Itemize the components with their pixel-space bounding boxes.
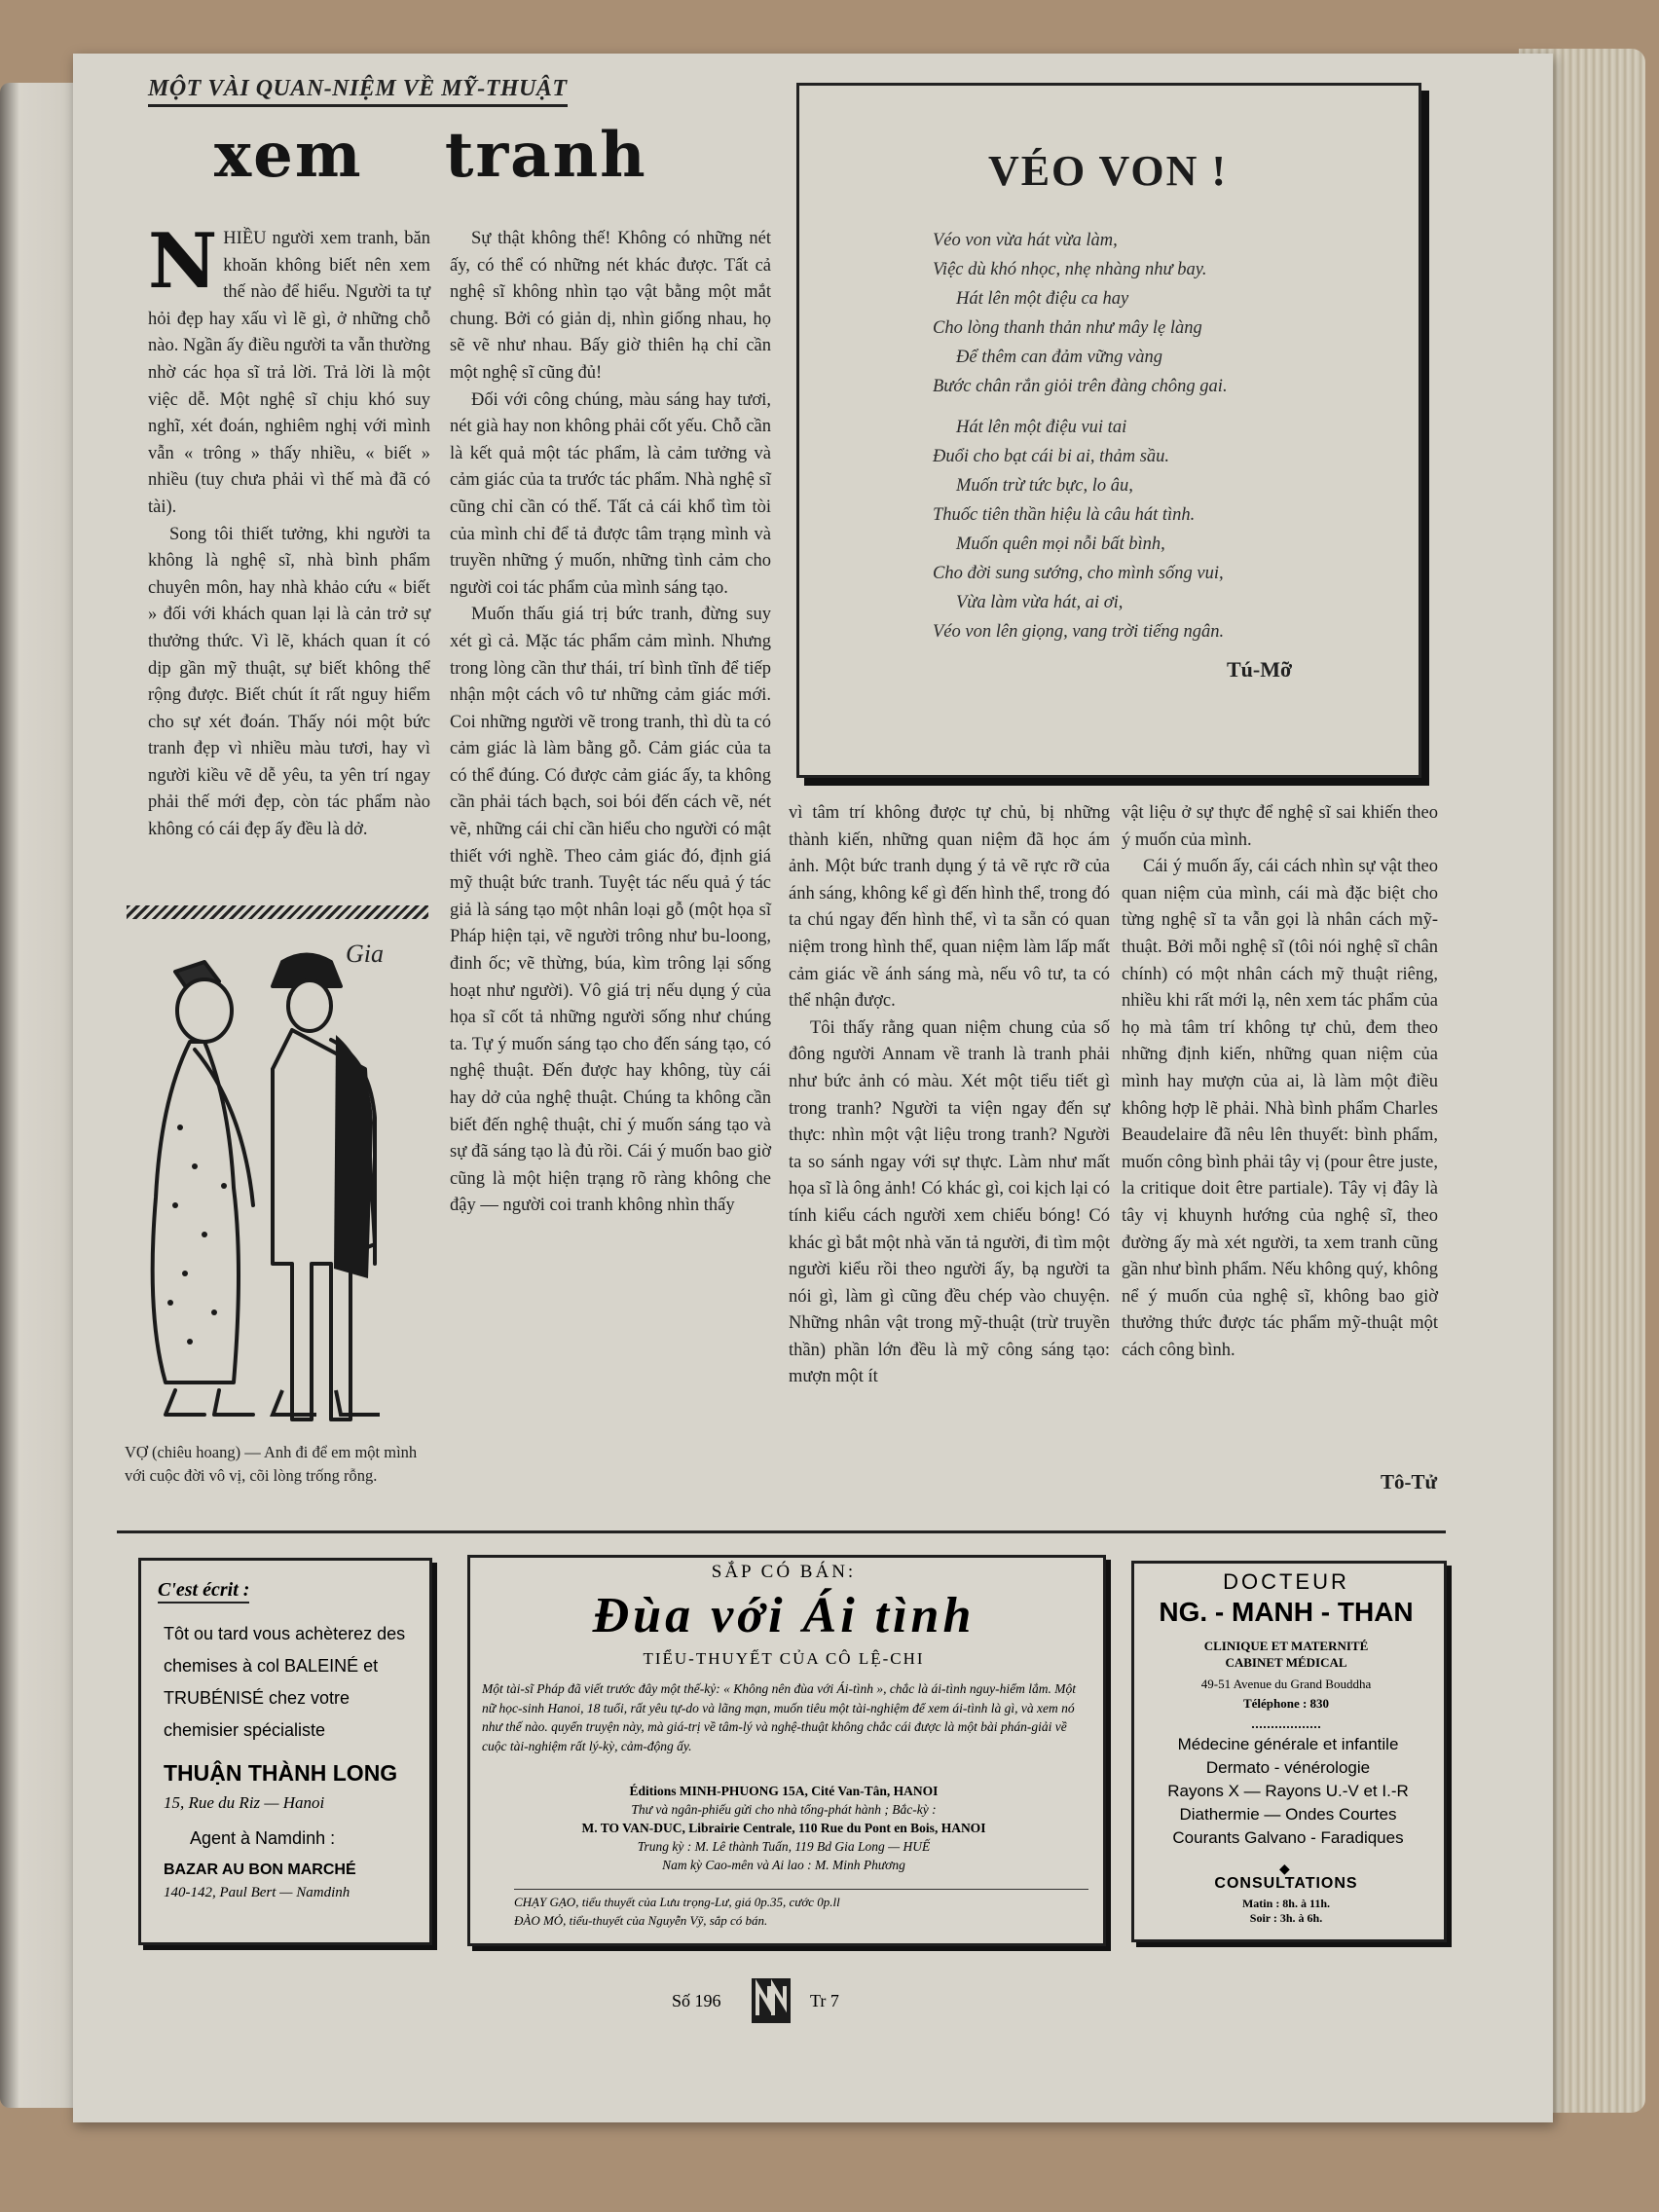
poem-line: Cho lòng thanh thản như mây lẹ làng	[933, 318, 1202, 338]
poem-line: Cho đời sung sướng, cho mình sống vui,	[933, 564, 1224, 583]
ad-doctor-service: Rayons X — Rayons U.-V et I.-R	[1167, 1782, 1409, 1800]
section-rule	[117, 1530, 1446, 1533]
article-signature: Tô-Tử	[1381, 1470, 1438, 1493]
poem-line: Đuổi cho bạt cái bi ai, thảm sầu.	[933, 447, 1170, 466]
ad-doctor-services	[1141, 1733, 1435, 1850]
ad-book-dist-central: Trung kỳ : M. Lê thành Tuấn, 119 Bd Gia Long — HUẾ	[637, 1839, 931, 1854]
paragraph: Song tôi thiết tưởng, khi người ta không là nghệ sĩ, nhà bình phẩm chuyên môn, hay nhà khảo cứu « biết » đối với khách quan lại là cản trở sự thưởng thức. Vì lẽ, khách quan ít có dịp gần mỹ thuật, sự biết không thể rộng được. Biết chút ít rất nguy hiểm cho sự xét đoán. Thấy nói một bức tranh đẹp vì nhiều màu tươi, hay vì người kiều vẽ dễ yêu, ta yên trí ngay phải thế mới đẹp, còn tác phẩm nào không có cái đẹp ấy đều là dở.	[148, 524, 430, 840]
paragraph: Cái ý muốn ấy, cái cách nhìn sự vật theo quan niệm của mình, cái mà đặc biệt cho từng nghệ sĩ ta vẫn gọi là nhân cách mỹ-thuật. Bởi mỗi nghệ sĩ (tôi nói nghệ sĩ chân chính) có một nhân cách mỹ thuật riêng, nhiều khi rất mới lạ, nên xem tác phẩm của họ mà tâm trí không tự chủ, đem theo những định kiến, những quan niệm của mình hay mượn của ai, là làm một điều không hợp lẽ phải. Nhà bình phẩm Charles Beaudelaire đã nêu lên thuyết: bình phẩm, muốn công bình phải tây vị (pour être juste, la critique doit être partiale). Tây vị đây là tây vị khuynh hướng của nghệ sĩ, theo đường ấy mà xét người, ta xem tranh cũng gần như bình phẩm. Nếu không quý, không nể ý muốn của nghệ sĩ, không bao giờ thưởng thức được tác phẩm mỹ-thuật một cách công bình.	[1122, 857, 1438, 1360]
ad-book-subtitle: TIỂU-THUYẾT CỦA CÔ LỆ-CHI	[643, 1649, 925, 1668]
paragraph: HIỀU người xem tranh, băn khoăn không biết nên xem thế nào để hiểu. Người ta tự hỏi đẹp hay xấu vì lẽ gì, ở những chỗ nào. Ngần ấy điều người ta vẫn thường nhờ các họa sĩ trả lời. Trả lời là một việc dễ. Một nghệ sĩ chịu khó suy nghĩ, xét đoán, nghiêm nghị với mình vẫn « trông » thấy nhiều, « biết » nhiều (tuy chưa phải vì thế mà đã có tài).	[148, 229, 430, 517]
ad-doctor-name: NG. - MANH - THAN	[1159, 1597, 1414, 1627]
paragraph: Muốn thấu giá trị bức tranh, đừng suy xét gì cả. Mặc tác phẩm cảm mình. Nhưng trong lòng cần thư thái, trí bình tĩnh để tiếp nhận một cách vô tư những cảm giác mới. Coi những người vẽ trong tranh, thì dù ta có cảm giác là làm bằng gỗ. Cảm giác của ta có thể đúng. Có được cảm giác ấy, ta không cần phải tách bạch, soi bói đến cách vẽ, nét vẽ, những cái chỉ cần hiểu cho người có mật thiết với nghề. Theo cảm giác đó, định giá mỹ thuật bức tranh. Tuyệt tác nếu quả ý tác giả là sáng tạo một nhân loại gỗ (một họa sĩ Pháp hiện tại, vẽ người trông như bu-loong, đinh ốc; vẽ thừng, búa, kìm trông lại sống hoạt như người). Vô giá trị nếu dụng ý của họa sĩ cốt tả những người sống như chúng ta. Tự ý muốn sáng tạo cho đến sáng tạo, có nghệ thuật. Đến được hay không, tùy cái hay dở của nghệ thuật. Chúng ta không cần biết đến nghệ thuật, chỉ ý muốn sáng tạo và sự đã sáng tạo là đủ rồi. Cái ý muốn bao giờ cũng là một hiện trạng rõ ràng không che đậy — người coi tranh không nhìn thấy	[450, 605, 771, 1216]
article-column-4	[1122, 800, 1438, 1364]
ad-doctor-address: 49-51 Avenue du Grand Bouddha	[1200, 1677, 1372, 1691]
ad-doctor-service: Courants Galvano - Faradiques	[1172, 1828, 1404, 1847]
ad-book-dist-south: Nam kỳ Cao-mên và Ai lao : M. Minh Phương	[662, 1858, 905, 1872]
ad-doctor-clinic-line: CLINIQUE ET MATERNITÉ	[1203, 1639, 1369, 1653]
diamond-icon: ◆	[1279, 1862, 1290, 1877]
drop-cap: N	[148, 217, 218, 306]
ad-doctor-service: Diathermie — Ondes Courtes	[1179, 1805, 1397, 1824]
ad-doctor-title: DOCTEUR	[1223, 1569, 1349, 1594]
ad-doctor-service: Médecine générale et infantile	[1177, 1735, 1399, 1753]
ad-shirts-heading: C'est écrit :	[158, 1579, 249, 1604]
zigzag-divider	[127, 905, 428, 919]
ad-shirts-agent: Agent à Namdinh :	[190, 1828, 336, 1848]
paragraph: vì tâm trí không được tự chủ, bị những thành kiến, những quan niệm đã học ám ảnh. Một bức tranh dụng ý tả vẽ rực rỡ của ánh sáng, không kể gì đến hình thể, trong đó ta chú ngay đến hình thể, vì ta sẵn có quan niệm trong hình thể, quan niệm làm lấp mất cảm giác về ánh sáng mà, nếu vô tư, ta có thể nhận được.	[789, 803, 1110, 1012]
ad-book-footer-line: CHẠY GẠO, tiểu thuyết của Lưu trọng-Lư, giá 0p.35, cước 0p.ll	[514, 1895, 840, 1909]
ad-doctor-service: Dermato - vénérologie	[1205, 1758, 1371, 1777]
poem-body	[933, 226, 1342, 646]
article-column-2	[450, 226, 771, 1220]
article-headline: xem tranh	[214, 119, 647, 192]
ad-book-orders: Thư và ngân-phiếu gửi cho nhà tổng-phát hành ; Bắc-kỳ :	[631, 1802, 937, 1817]
paragraph: Sự thật không thế! Không có những nét ấy, có thể có những nét khác được. Tất cả nghệ sĩ không nhìn tạo vật bằng một mắt chung. Bởi có giản dị, nhìn giống nhau, họ sẽ vẽ như nhau. Bấy giờ thiên hạ chỉ cần một nghệ sĩ cũng đủ!	[450, 229, 771, 383]
ad-shirts-bazar: BAZAR AU BON MARCHÉ	[164, 1862, 356, 1878]
poem-line: Hát lên một điệu vui tai	[956, 418, 1127, 437]
ad-shirts-address: 15, Rue du Riz — Hanoi	[164, 1793, 325, 1812]
ad-doctor-consultations: CONSULTATIONS	[1214, 1875, 1358, 1892]
paragraph: Tôi thấy rằng quan niệm chung của số đông người Annam về tranh là tranh phải như bức ảnh có màu. Xét một tiểu tiết gì trong tranh? Người ta viện ngay đến sự thực: nhìn một vật liệu trong tranh? Người ta so sánh ngay với sự thực. Làm như mất họa sĩ là ông ảnh! Có khác gì, coi kịch lại có tính kiểu cách người xem chiếu bóng! Có khác gì bắt một nhà văn tả người, đi tìm một người kiểu rồi theo người ấy, bạ người ta nói gì, làm gì cũng đều chép vào chuyện. Những nhân vật trong mỹ-thuật (trừ truyền thần) phần lớn đều là mỹ công sáng tạo: mượn một ít	[789, 1017, 1110, 1387]
footer-issue-number: Số 196	[672, 1991, 721, 2010]
article-column-3	[789, 800, 1110, 1391]
ad-book-coming: SẮP CÓ BÁN:	[711, 1562, 857, 1582]
paragraph: Đối với công chúng, màu sáng hay tươi, nét già hay non không phải cốt yếu. Chỗ cần là kết quả một tác phẩm, là cảm tưởng và cảm giác của ta trước tác phẩm. Nhà nghệ sĩ cũng chỉ cần có thế. Tất cả cái khổ tìm tòi của mình chỉ để tả được tâm trạng mình và truyền những ý muốn, những tình cảm cho người coi tác phẩm của mình sáng tạo.	[450, 389, 771, 598]
ad-doctor-ornament	[1252, 1718, 1320, 1728]
ad-doctor-hours	[1131, 1897, 1441, 1926]
ad-doctor-hours-evening: Soir : 3h. à 6h.	[1249, 1911, 1323, 1925]
poem-line: Muốn trừ tức bực, lo âu,	[956, 476, 1133, 496]
cartoon-illustration	[136, 933, 428, 1439]
ad-shirts-body: Tôt ou tard vous achèterez des chemises à col BALEINÉ et TRUBÉNISÉ chez votre chemisier spécialiste	[164, 1624, 406, 1740]
ad-doctor-clinic	[1131, 1638, 1441, 1671]
poem-line: Để thêm can đảm vững vàng	[956, 348, 1162, 367]
ad-doctor-phone: Téléphone : 830	[1242, 1696, 1330, 1711]
poem-line: Bước chân rắn giỏi trên đàng chông gai.	[933, 377, 1228, 396]
article-kicker: MỘT VÀI QUAN-NIỆM VỀ MỸ-THUẬT	[148, 76, 568, 107]
poem-line: Véo von lên giọng, vang trời tiếng ngân.	[933, 622, 1225, 642]
poem-line: Thuốc tiên thần hiệu là câu hát tình.	[933, 505, 1196, 525]
paragraph: vật liệu ở sự thực để nghệ sĩ sai khiến theo ý muốn của mình.	[1122, 803, 1438, 850]
poem-line: Hát lên một điệu ca hay	[956, 289, 1129, 309]
cartoon-caption: VỢ (chiêu hoang) — Anh đi để em một mình với cuộc đời vô vị, cõi lòng trống rỗng.	[125, 1443, 418, 1485]
ad-book-title: Đùa với Ái tình	[592, 1588, 976, 1643]
poem-line: Vừa làm vừa hát, ai ơi,	[956, 593, 1124, 612]
poem-line: Muốn quên mọi nỗi bất bình,	[956, 535, 1165, 554]
ad-book-footer-line: ĐÀO MỎ, tiểu-thuyết của Nguyễn Vỹ, sắp có bán.	[514, 1913, 768, 1928]
ad-shirts-shop: THUẬN THÀNH LONG	[164, 1760, 398, 1786]
ad-shirts-bazar-address: 140-142, Paul Bert — Namdinh	[164, 1885, 350, 1900]
article-column-1	[148, 217, 430, 844]
poem-line: Véo von vừa hát vừa làm,	[933, 231, 1118, 250]
poem-line: Việc dù khó nhọc, nhẹ nhàng như bay.	[933, 260, 1207, 279]
ad-doctor-cabinet-line: CABINET MÉDICAL	[1225, 1655, 1347, 1670]
ad-book-distribution	[482, 1782, 1086, 1874]
newspaper-logo-icon	[750, 1976, 793, 2025]
ad-book-footer	[514, 1889, 1088, 1930]
ad-book-dist-north: M. TO VAN-DUC, Librairie Centrale, 110 Rue du Pont en Bois, HANOI	[581, 1821, 986, 1835]
footer-page-number: Tr 7	[810, 1991, 839, 2010]
ad-book-publisher: Éditions MINH-PHUONG 15A, Cité Van-Tân, HANOI	[629, 1784, 939, 1798]
ad-doctor-hours-morning: Matin : 8h. à 11h.	[1241, 1897, 1330, 1910]
poem-title: VÉO VON !	[987, 147, 1229, 195]
cartoon-signature: Gia	[346, 940, 384, 968]
poem-author: Tú-Mỡ	[1227, 657, 1293, 682]
ad-book-description: Một tài-sĩ Pháp đã viết trước đây một thế-kỷ: « Không nên đùa với Ái-tình », chắc là ái-tình nguy-hiểm lắm. Một nữ học-sinh Hanoi, 18 tuổi, rất yêu tự-do và lãng mạn, muốn tiêu một tài-nghiệm để xem ái-tình là gì, và xem nó như thế nào. quyển truyện này, mà giá-trị về tâm-lý và nghệ-thuật không chắc cái được là một bài phán-giải về cuộc tài-nghiệm rất lý-kỳ, cảm-động ấy.	[482, 1681, 1077, 1753]
